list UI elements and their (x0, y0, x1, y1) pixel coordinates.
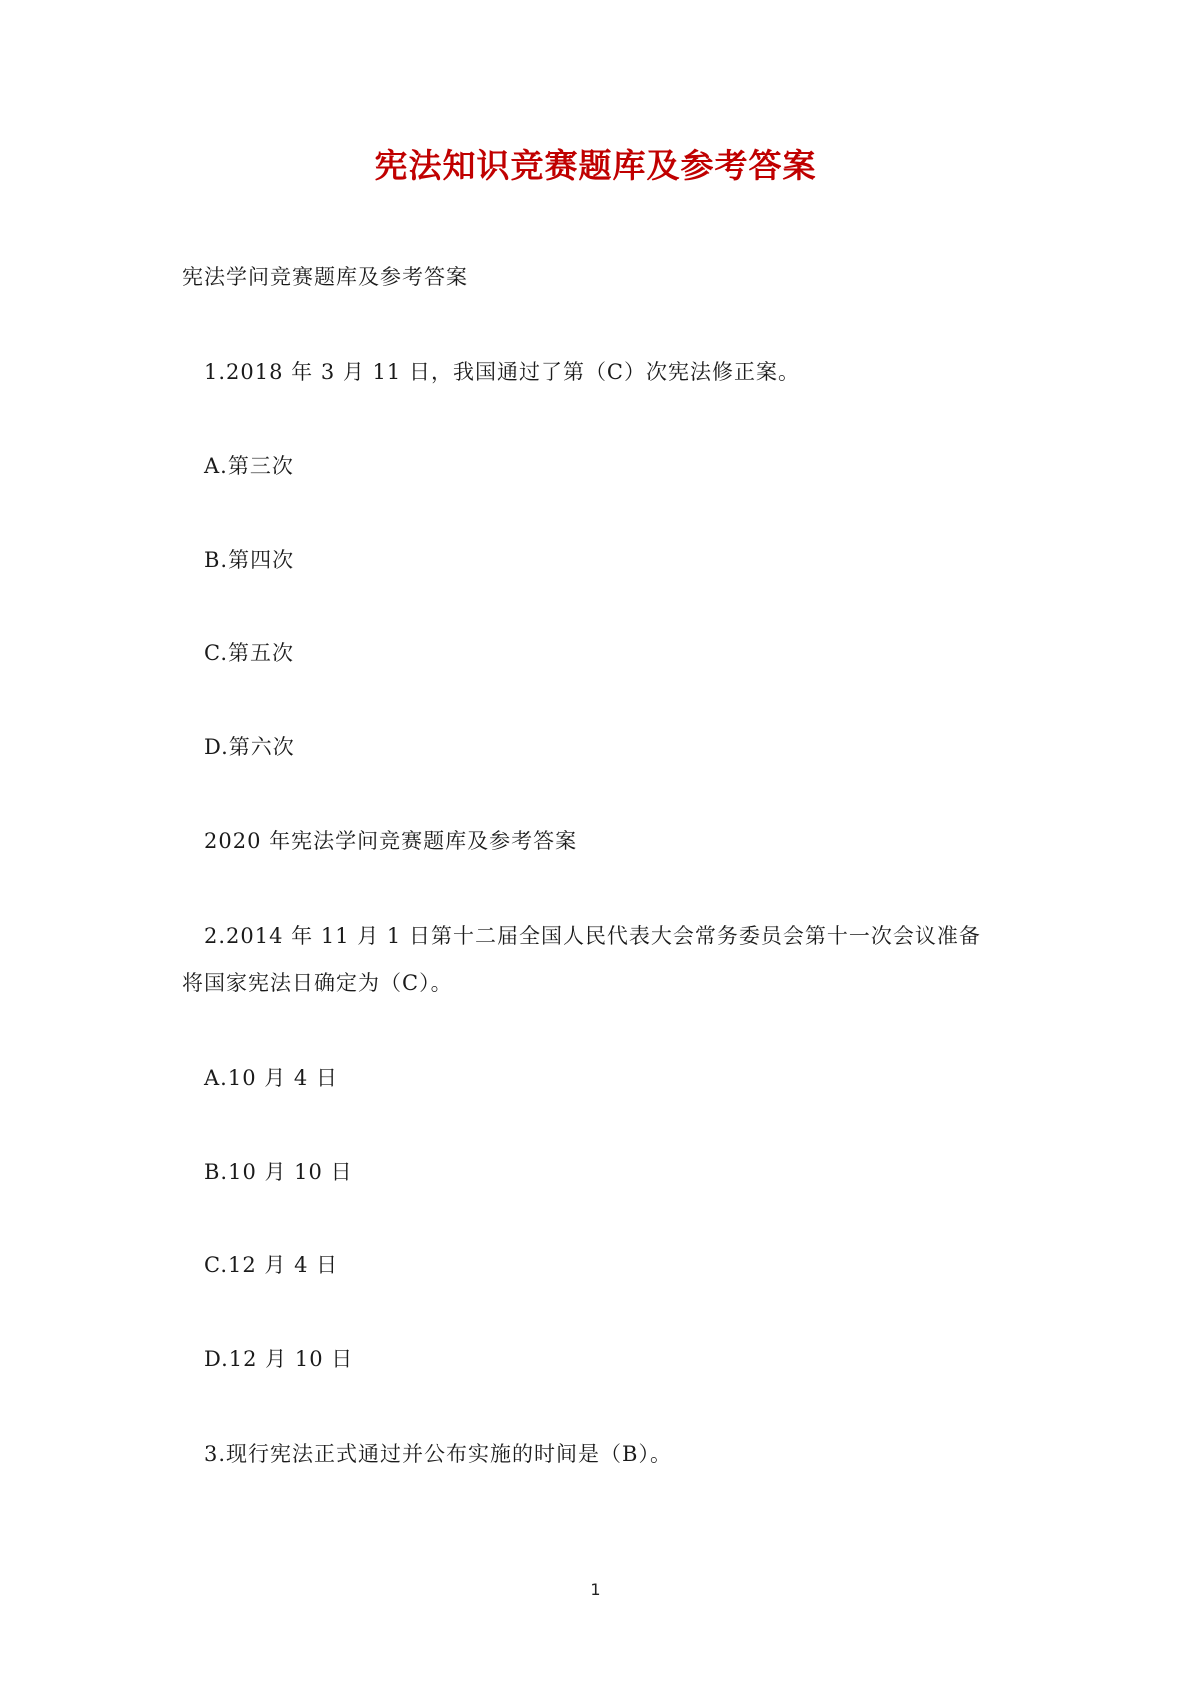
question-2-option-a: A.10 月 4 日 (204, 1066, 338, 1090)
question-1-option-d: D.第六次 (204, 735, 295, 759)
document-title: 宪法知识竞赛题库及参考答案 (374, 146, 817, 185)
page-number: 1 (590, 1580, 601, 1599)
question-1-text: 1.2018 年 3 月 11 日，我国通过了第（C）次宪法修正案。 (204, 360, 801, 384)
question-2-option-c: C.12 月 4 日 (204, 1253, 339, 1277)
question-1-option-a: A.第三次 (204, 454, 294, 478)
question-2-text-line-1: 2.2014 年 11 月 1 日第十二届全国人民代表大会常务委员会第十一次会议准备 (204, 924, 981, 948)
question-2-option-d: D.12 月 10 日 (204, 1347, 354, 1371)
question-1-option-b: B.第四次 (204, 548, 295, 572)
question-1-option-c: C.第五次 (204, 641, 294, 665)
document-subtitle: 宪法学问竞赛题库及参考答案 (182, 265, 468, 289)
question-2-text-line-2: 将国家宪法日确定为（C）。 (182, 971, 453, 995)
section-heading: 2020 年宪法学问竞赛题库及参考答案 (204, 829, 578, 853)
question-3-text: 3.现行宪法正式通过并公布实施的时间是（B）。 (204, 1442, 672, 1466)
question-2-option-b: B.10 月 10 日 (204, 1160, 353, 1184)
